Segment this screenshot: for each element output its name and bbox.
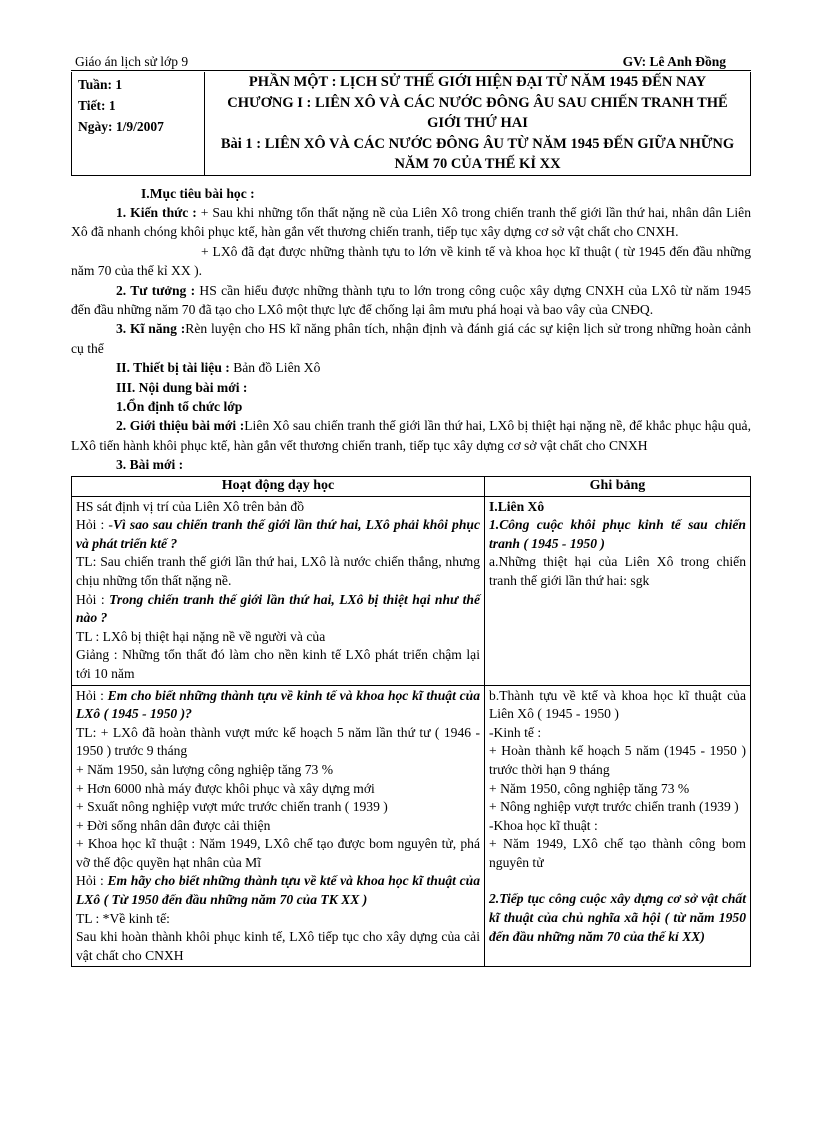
text-line: -Kinh tế : [489, 724, 542, 740]
equipment-paragraph: II. Thiết bị tài liệu : Bản đồ Liên Xô [116, 360, 321, 376]
lesson-title: Bài 1 : LIÊN XÔ VÀ CÁC NƯỚC ĐÔNG ÂU TỪ NĂM 1945 ĐẾN GIỮA NHỮNG NĂM 70 CỦA THẾ KỈ XX [220, 135, 735, 172]
text-line: 2.Tiếp tục công cuộc xây dựng cơ sở vật chất kĩ thuật của chủ nghĩa xã hội ( từ năm 1950 đến đầu những năm 70 của thế kỉ XX) [489, 891, 746, 944]
running-header [71, 54, 751, 71]
text-line: + Nông nghiệp vượt trước chiến tranh (1939 ) [489, 799, 739, 815]
text-line: Giảng : Những tổn thất đó làm cho nền kinh tế LXô phát triển chậm lại tới 10 năm [76, 647, 480, 681]
meta-ngay: Ngày: 1/9/2007 [78, 119, 164, 134]
knowledge-paragraph-2: + LXô đã đạt được những thành tựu to lớn về kinh tế và khoa học kĩ thuật ( từ 1945 đến đầu những năm 70 của thế kỉ XX ). [71, 243, 751, 279]
text-line: TL: Sau chiến tranh thế giới lần thứ hai, LXô là nước chiến thắng, nhưng chịu những tổn thất nặng nề. [76, 554, 480, 588]
text-line: + Sxuất nông nghiệp vượt mức trước chiến tranh ( 1939 ) [76, 799, 388, 815]
knowledge-paragraph: 1. Kiến thức : + Sau khi những tổn thất nặng nề của Liên Xô trong chiến tranh thế giới lần thứ hai, nhân dân Liên Xô đã nhanh chóng khôi phục ktế, hàn gắn vết thương chiến tranh, tiếp tục xây dựng cơ sở vật chất cho CNXH. [71, 204, 752, 240]
col-activities-header: Hoạt động dạy học [72, 476, 485, 496]
header-subject: Giáo án lịch sử lớp 9 [75, 54, 189, 69]
board-notes-cell [485, 685, 751, 967]
introduction-paragraph: 2. Giới thiệu bài mới :Liên Xô sau chiến tranh thế giới lần thứ hai, LXô bị thiệt hại nặng nề, để khắc phục hậu quả, LXô tiến hành khôi phục ktế, hàn gắn vết thương chiến tranh, tiếp tục xây dựng cơ sở vật chất cho CNXH [71, 418, 751, 453]
table-row [72, 496, 751, 685]
lesson-header-table [71, 72, 751, 176]
lesson-body [71, 184, 751, 475]
lesson-meta [72, 72, 205, 175]
text-line: Hỏi : Em hãy cho biết những thành tựu về ktế và khoa học kĩ thuật của LXô ( Từ 1950 đến đầu những năm 70 của TK XX ) [76, 873, 480, 908]
text-line: TL : LXô bị thiệt hại nặng nề về người và của [76, 628, 326, 644]
text-line: TL : *Về kinh tế: [76, 910, 170, 926]
col-board-notes-header: Ghi bảng [485, 476, 751, 496]
text-line: + Đời sống nhân dân được cải thiện [76, 817, 271, 833]
part-title: PHẦN MỘT : LỊCH SỬ THẾ GIỚI HIỆN ĐẠI TỪ NĂM 1945 ĐẾN NAY [248, 74, 707, 90]
chapter-title: CHƯƠNG I : LIÊN XÔ VÀ CÁC NƯỚC ĐÔNG ÂU SAU CHIẾN TRANH THẾ GIỚI THỨ HAI [227, 94, 728, 131]
document-page [71, 54, 751, 967]
text-line: a.Những thiệt hại của Liên Xô trong chiến tranh thế giới lần thứ hai: sgk [489, 554, 746, 588]
lesson-activity-table [71, 476, 751, 968]
text-line: TL: + LXô đã hoàn thành vượt mức kế hoạch 5 năm lần thứ tư ( 1946 - 1950 ) trước 9 tháng [76, 724, 480, 759]
class-organization: 1.Ổn định tổ chức lớp [116, 398, 243, 414]
text-line: Hỏi : Em cho biết những thành tựu về kinh tế và khoa học kĩ thuật của LXô ( 1945 - 1950 )? [76, 687, 480, 722]
text-line: + Hoàn thành kế hoạch 5 năm (1945 - 1950 ) trước thời hạn 9 tháng [489, 743, 746, 777]
text-line: + Năm 1950, công nghiệp tăng 73 % [489, 780, 690, 796]
lesson-titles [205, 72, 750, 175]
meta-tiet: Tiết: 1 [78, 98, 116, 113]
text-line: -Khoa học kĩ thuật : [489, 817, 598, 833]
activity-cell [72, 496, 485, 685]
text-line: Hỏi : -Vì sao sau chiến tranh thế giới lần thứ hai, LXô phải khôi phục và phát triển ktế ? [76, 517, 480, 551]
text-line: b.Thành tựu về ktế và khoa học kĩ thuật của Liên Xô ( 1945 - 1950 ) [489, 687, 746, 722]
text-line: Sau khi hoàn thành khôi phục kinh tế, LXô tiếp tục cho xây dựng của cải vật chất cho CNXH [76, 929, 480, 963]
new-lesson-heading: 3. Bài mới : [116, 457, 184, 473]
meta-tuan: Tuần: 1 [78, 77, 123, 92]
text-line: + Năm 1950, sản lượng công nghiệp tăng 73 % [76, 761, 334, 777]
section-content: III. Nội dung bài mới : [116, 379, 248, 395]
section-objectives: I.Mục tiêu bài học : [141, 185, 255, 201]
text-line: I.Liên Xô [489, 498, 545, 514]
text-line: 1.Công cuộc khôi phục kinh tế sau chiến tranh ( 1945 - 1950 ) [489, 517, 746, 551]
text-line: + Khoa học kĩ thuật : Năm 1949, LXô chế tạo được bom nguyên tử, phá vỡ thế độc quyền hạt nhân của Mĩ [76, 836, 480, 870]
table-row [72, 685, 751, 967]
text-line: + Hơn 6000 nhà máy được khôi phục và xây dựng mới [76, 780, 375, 796]
attitude-paragraph: 2. Tư tưởng : HS cần hiểu được những thành tựu to lớn trong công cuộc xây dựng CNXH của LXô từ năm 1945 đến đầu những năm 70 đã tạo cho LXô một thực lực để chống lại âm mưu phá hoại và bao vây của CNĐQ. [71, 282, 752, 317]
text-line: + Năm 1949, LXô chế tạo thành công bom nguyên tử [489, 836, 746, 870]
board-notes-cell [485, 496, 751, 685]
header-teacher: GV: Lê Anh Đồng [622, 54, 726, 69]
text-line [489, 872, 746, 890]
text-line: Hỏi : Trong chiến tranh thế giới lần thứ hai, LXô bị thiệt hại như thế nào ? [76, 591, 480, 626]
text-line: HS sát định vị trí của Liên Xô trên bản đồ [76, 498, 305, 514]
activity-cell [72, 685, 485, 967]
skills-paragraph: 3. Kĩ năng :Rèn luyện cho HS kĩ năng phân tích, nhận định và đánh giá các sự kiện lịch sử trong những hoàn cảnh cụ thể [71, 321, 751, 356]
